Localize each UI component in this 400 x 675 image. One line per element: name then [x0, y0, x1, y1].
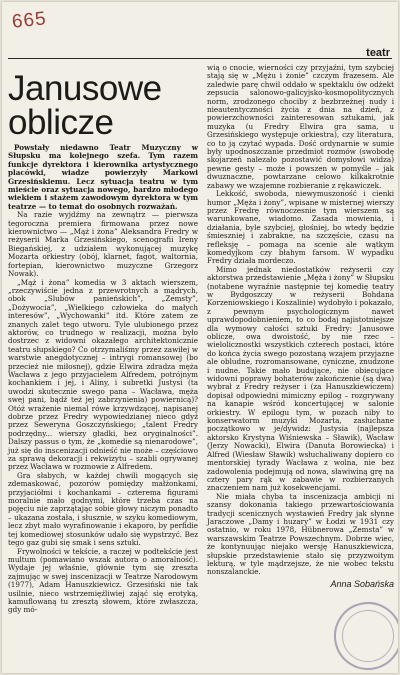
header-rule: [8, 58, 392, 59]
section-label: teatr: [366, 47, 390, 59]
handwritten-folio-number: 665: [10, 8, 48, 33]
body-paragraph: Nie miała chyba ta inscenizacja ambicji ni szansy dokonania takiego przewartościowania tradycji scenicznych wystawień Fredry jak słynne Jaraczowe „Damy i huzary” w Łodzi w 1931 czy ostatnio, w roku 1978, Hübnerowa „Zemsta” w warszawskim Teatrze Powszechnym. Dobrze wiec, że kontynuując niejako wersję Hanuszkiewicza, słupskie przedstawienie stało się przyzwoitym lekturą, w tyle mądrzejsze, że nie wobec tekstu nonszalanckie.: [207, 491, 394, 577]
left-column: [8, 144, 198, 615]
newspaper-clipping: [2, 2, 398, 673]
lead-paragraph: Powstały niedawno Teatr Muzyczny w Słupsku ma kolejnego szefa. Tym razem funkcje dyrektora i kierownika artystycznego placówki, wiadze powierzyły Markowi Grzesińskiemu. Lecz sytuacja teatru w tym mieście oraz sytuacja nowego, bardzo młodego wiekiem i stażem zawodowym dyrektora w tym teatrze — to temat do osobnych rozważań.: [8, 143, 198, 211]
right-column: [207, 64, 394, 588]
body-paragraph: Frywolności w tekście, a raczej w podtekście jest multum (pomawiano wszak autora o amoralność). Wydaje jej właśnie, głównie tym się zreszta zajmując w swej inscenizacji w Teatrze Narodowym (1977), Adam Hanuszkiewicz. Grzesiński nie tak usilnie, nieco wstrzemięźliwiej zająć się erotyką, kamuflowaną tu zresztą słowem, które zwłaszcza, gdy mó-: [8, 546, 198, 615]
body-paragraph: wią o cnocie, wierności czy przyjaźni, tym szybciej stają się w „Mężu i żonie” czczym frazesem. Ale zaledwie parę chwil oddało w spektaklu ów odżekt zepsucia salonowo-galicyjsko-kosmopolitycznych norm, zrodzonego chociby z bezbrzeżnej nudy i nieautentyczności życia z dnia na dzień, z powierzchowności zainteresowan sztukami, jak muzyka (u Fredry Elwira gra sama, u Grzesińskiego występuje orkiestra), czy literatura, co to ją czytać wypada. Dość ordynarnie w sumie były upodnoszczanie przedmiot rozmów (swobodę skojarzeń nalezało pozostawić domysłowi widza) pewne gesty – może i powszen w pomyśle – jak dwuznaczne, powtarzane celowo kilkakrotnie zabawy we wzajemne rozbieranie z rękawiczek.: [207, 63, 394, 190]
library-stamp-icon: [328, 596, 398, 673]
author-byline: Anna Sobańska: [330, 578, 394, 589]
body-paragraph: „Mąż i żona” komedia w 3 aktach wierszem, „rzeczywiście jedna z przewrotnych a mądrych, obok „Slubów panieńskich”, „Zemsty”, „Dożywocia”, „Wielkiego człowieka do małych interesów”, „Wychowanki” itd. Które zatem ze znanych zalet tego utworu. Tyle ulubionego przez aktorów, co trudnego w realizacji, można było dostrzec z widowni okazałego architektonicznie teatru słupskiego? Co otrzymaliśmy przez zawiłej w warstwie anegdotycznej – intrygi romansowej (bo przecież nie miłosnej), gdzie Elwira zdradza męża Wacława z jego przyjacielem Alfredem, potrójnym kochankiem i jej, i Aliny, i subretki Justysi (ta uwodzi skutecznie swego pana – Wacława, męża swej pani, bądź też jej zabrzynienia) powiernicą)? Otóż wrażenie niemal rówe krzywdzącej, napisanej dobrze przez Fredry wypowiedzianej nieco gdyż przez Seweryna Goszczyńskiego; „talent Fredry podrzędny... wierszy gładki, bez oryginalności”. Dalszy passus o tym, że „komedie są nienarodowe”, już się do inscenizacji odnieść nie może – częściowo za sprawą dekoracji i rekwizytu – szabli ogrywanej przez Wacława w rozmowie z Alfredem.: [8, 277, 198, 472]
body-paragraph: Na razie wyjdźmy na zewnątrz — pierwsza tegoroczna premiera firmowana przez nowe kierownictwo — „Mąż i żona” Aleksandra Fredry w reżyserii Marka Grzesińskiego, scenografii Ireny Biegańskiej, z udziałem wykonującej muzykę Mozarta orkiestry (obój, klarnet, fagot, waltornia, fortepian, kierownictwo muzyczne Grzegorz Nowak).: [8, 210, 198, 279]
library-stamp-inner-ring: [337, 605, 398, 667]
body-paragraph: Lekkość, swoboda, niewymuszoność i cienki humor „Męża i żony”, wpisane w misternej wierszy przez Fredrę równoczesnie tym wierszem są warunkowane, wiadomo. Zasada mowienia, i działania, byle szybciej, głośniej, bo wtedy będzie śmieszniej i zabrakne, na szczęście, czasu na refleksję – pomaga na scenie ale wątkym komedyjkom czy błahym farsom. W wypadku Fredry działa mordeczo.: [207, 189, 394, 266]
article-headline: Janusowe oblicze: [8, 69, 162, 142]
body-paragraph: Gra słabych, w każdej chwili mogących się zdemaskować, pozorów pomiędzy małżonkami, przyjaciółmi i kochankami – czterema figurami moralnie mało godnymi, które trzeba czas na pojęciu nie zaprzątając sobie głowy niczym ponadto – ukazana została, i słusznie, w szyku komediowym, lecz zbyt mało wyrafinowanie i ekaporo, by perfidie tej komediowej stosunków udało się wypstrzyć. Bez tego gaz gubi się smak i sens sztuki.: [8, 470, 198, 548]
body-paragraph: Mimo jednak niedostatków reżyserii czy aktorstwa przedstawienie „Męża i żony” w Słupsku (notabene wyraźnie następnie tej komedię teatry w Bydgoszczy w reżyserii Bohdana Korzeniowskiego i Koszalinie) wydobyło i pokazało, z pewnym psychologicznym nawet uprawdopodobnieniem, to co bodaj najistotniejsze dla wymowy całości sztuki Fredry: Janusowe oblicze, owa dwoistość, by nie rzec – wielolicznostki wszystkich czterech postaci, które do końca życia swego pozostaną wzajem przyjazne ale obludne, rozromansowane, cyniczne, znudzone i nudne. Takie mało budujące, nie obiecujące widowni poprawy bohaterów zakończenie (są dwa) wybrał z Fredry reżyser i (za Hanuszkiewiczem) dopisał odpowiedni mimiczny epilog – rozgrywany na kanapie wśród koncertującej w salonie orkiestry. W epilogu tym, w pozach niby to konserwatorm muzyki Mozarta, zasłuchane początkowo w je/dywidz: Justysia (najlepsza aktorsko Krystyna Wiśniewska – Sławik), Wacław (Jerzy Nowacki), Elwira (Danuta Borowiecka) i Alfred (Wiesław Sławik) wsłuchaliwany dopiero co mentorskiej tyrady Wacława z wolna, nie bez zadowolenia podejmują od nowa, sławiwiną grę na cztery pary rąk w zabawie w rozbierzanych znaczeniem nam już kosekwencjami.: [207, 264, 394, 493]
